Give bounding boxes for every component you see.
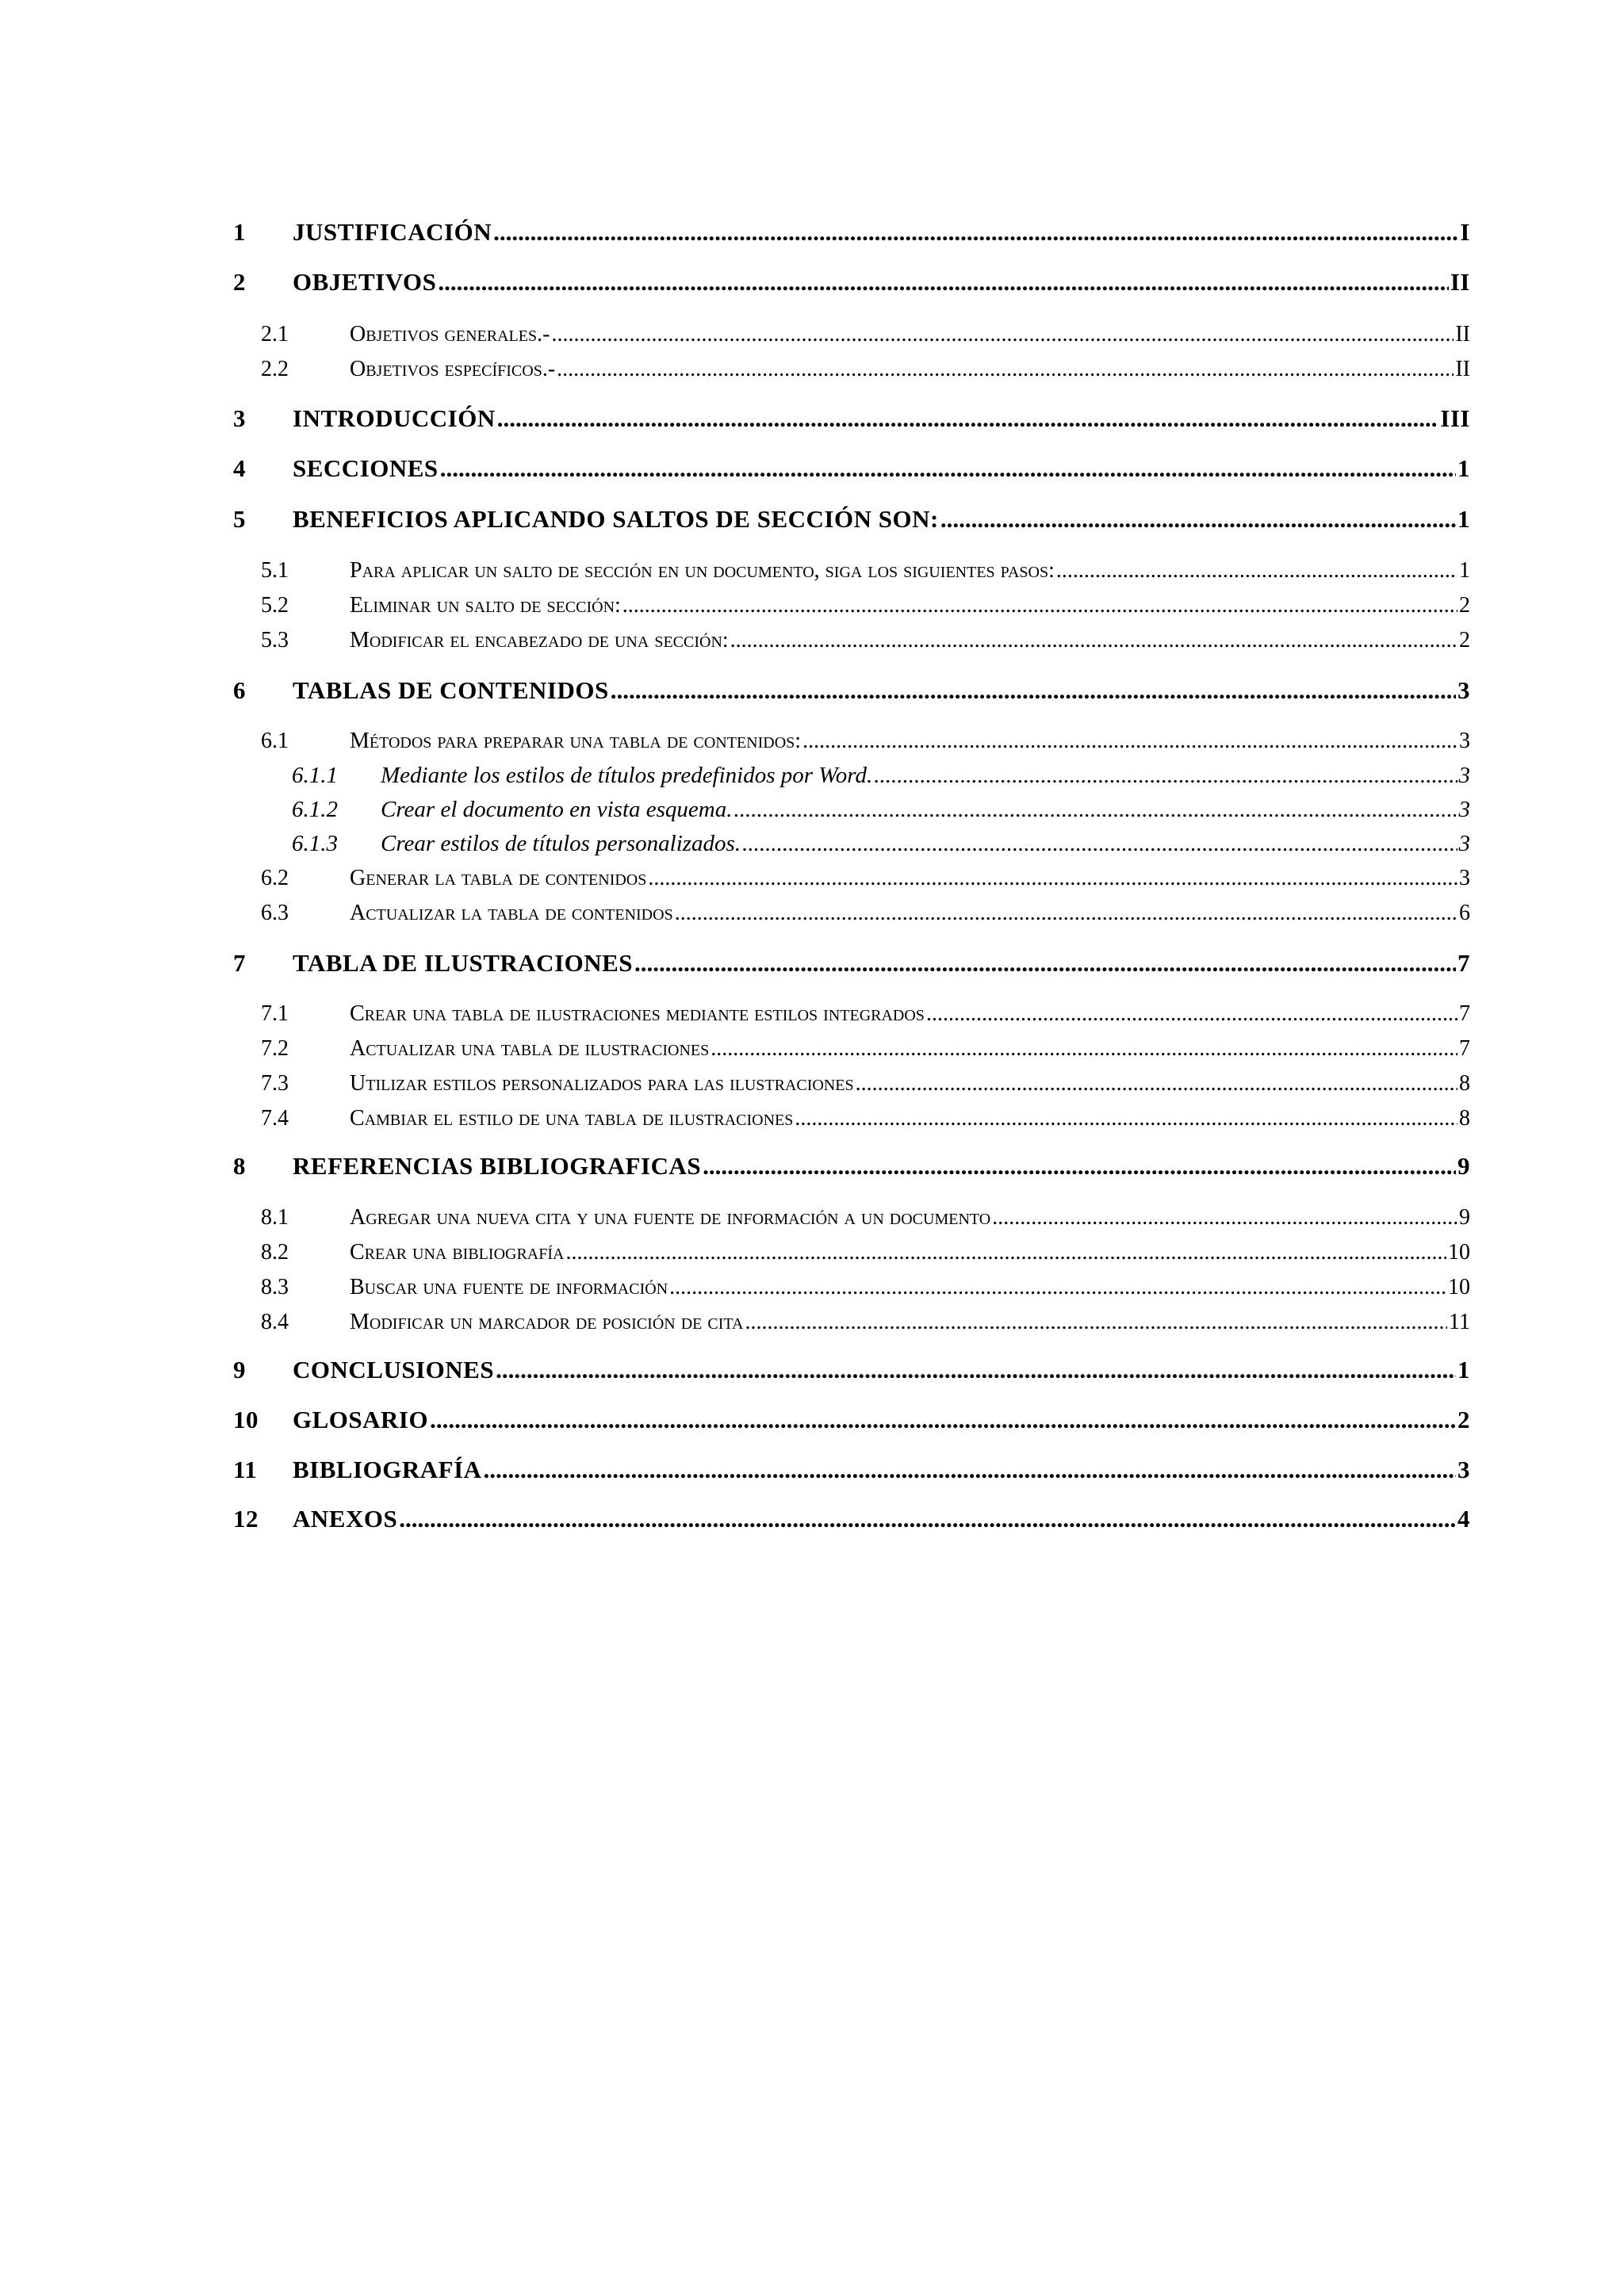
toc-entry[interactable] <box>233 268 1470 297</box>
toc-entry[interactable] <box>233 1275 1470 1300</box>
toc-entry-number: 2 <box>233 268 246 296</box>
toc-entry-number: 7 <box>233 949 246 977</box>
dot-leader <box>940 505 1456 534</box>
toc-entry-title: Crear el documento en vista esquema. <box>381 797 733 822</box>
toc-entry-number: 6.1.2 <box>292 797 338 822</box>
dot-leader <box>438 268 1449 297</box>
toc-entry-title: Actualizar la tabla de contenidos <box>350 901 673 925</box>
toc-entry-number: 5.3 <box>261 628 289 652</box>
toc-entry-title: TABLA DE ILUSTRACIONES <box>293 949 634 977</box>
toc-entry-title: Métodos para preparar una tabla de contenidos: <box>350 729 802 753</box>
toc-entry-title: JUSTIFICACIÓN <box>293 218 492 246</box>
dot-leader <box>399 1505 1456 1533</box>
toc-entry-page: 1 <box>1457 1356 1470 1383</box>
toc-entry-title: BENEFICIOS APLICANDO SALTOS DE SECCIÓN SON: <box>293 505 939 533</box>
toc-entry-number: 8 <box>233 1152 246 1180</box>
toc-entry-number: 8.3 <box>261 1275 289 1299</box>
dot-leader <box>669 1275 1446 1300</box>
toc-entry[interactable] <box>233 763 1470 789</box>
toc-entry[interactable] <box>233 1036 1470 1062</box>
dot-leader <box>634 949 1456 978</box>
toc-entry-title: Mediante los estilos de títulos predefinidos por Word. <box>381 763 873 788</box>
toc-entry-number: 8.2 <box>261 1240 289 1265</box>
toc-entry[interactable] <box>233 729 1470 754</box>
dot-leader <box>648 866 1457 891</box>
toc-entry-page: 8 <box>1459 1071 1470 1096</box>
toc-entry-number: 6.1.1 <box>292 763 338 788</box>
toc-entry[interactable] <box>233 1505 1470 1533</box>
dot-leader <box>440 454 1456 483</box>
toc-entry-title: REFERENCIAS BIBLIOGRAFICAS <box>293 1152 702 1180</box>
toc-entry[interactable] <box>233 1356 1470 1384</box>
toc-entry[interactable] <box>233 676 1470 705</box>
toc-entry-page: 7 <box>1457 949 1470 977</box>
dot-leader <box>730 628 1457 653</box>
toc-entry-page: 3 <box>1458 763 1470 788</box>
toc-entry-page: II <box>1455 357 1470 381</box>
toc-entry[interactable] <box>233 831 1470 857</box>
toc-entry-title: Actualizar una tabla de ilustraciones <box>350 1036 710 1061</box>
toc-entry-page: 9 <box>1457 1152 1470 1180</box>
toc-entry-title: ANEXOS <box>293 1505 398 1533</box>
toc-entry-number: 7.2 <box>261 1036 289 1061</box>
dot-leader <box>496 1356 1456 1384</box>
toc-entry-number: 10 <box>233 1406 259 1433</box>
toc-entry-title: Utilizar estilos personalizados para las ilustraciones <box>350 1071 854 1096</box>
dot-leader <box>675 901 1457 926</box>
toc-entry-number: 7.4 <box>261 1106 289 1131</box>
dot-leader <box>795 1106 1457 1131</box>
toc-entry[interactable] <box>233 901 1470 926</box>
toc-entry[interactable] <box>233 1071 1470 1096</box>
toc-entry[interactable] <box>233 1205 1470 1230</box>
dot-leader <box>430 1406 1456 1434</box>
dot-leader <box>745 1310 1447 1335</box>
toc-entry[interactable] <box>233 558 1470 584</box>
toc-entry[interactable] <box>233 218 1470 247</box>
toc-entry-number: 9 <box>233 1356 246 1383</box>
toc-entry-number: 6.1 <box>261 729 289 753</box>
dot-leader <box>622 593 1457 618</box>
toc-entry[interactable] <box>233 1456 1470 1484</box>
toc-entry-title: Generar la tabla de contenidos <box>350 866 647 890</box>
toc-entry-page: 7 <box>1459 1001 1470 1026</box>
toc-entry-title: Agregar una nueva cita y una fuente de información a un documento <box>350 1205 991 1230</box>
dot-leader <box>493 218 1458 247</box>
toc-entry[interactable] <box>233 797 1470 823</box>
toc-entry-number: 3 <box>233 404 246 432</box>
dot-leader <box>484 1456 1456 1484</box>
toc-entry[interactable] <box>233 1240 1470 1265</box>
dot-leader <box>874 763 1457 789</box>
toc-entry[interactable] <box>233 1106 1470 1131</box>
toc-entry-page: III <box>1440 404 1470 432</box>
toc-entry-title: Modificar el encabezado de una sección: <box>350 628 729 652</box>
dot-leader <box>926 1001 1457 1027</box>
toc-entry[interactable] <box>233 404 1470 433</box>
toc-entry-page: I <box>1460 218 1470 246</box>
dot-leader <box>992 1205 1457 1230</box>
toc-entry-title: Crear una tabla de ilustraciones mediante estilos integrados <box>350 1001 925 1026</box>
toc-entry-page: 1 <box>1459 558 1470 583</box>
toc-entry-number: 1 <box>233 218 246 246</box>
toc-entry-page: 1 <box>1457 505 1470 533</box>
toc-entry-page: 8 <box>1459 1106 1470 1131</box>
toc-entry-number: 8.4 <box>261 1310 289 1334</box>
toc-entry[interactable] <box>233 593 1470 618</box>
dot-leader <box>710 1036 1457 1062</box>
toc-entry-number: 7.3 <box>261 1071 289 1096</box>
toc-entry[interactable] <box>233 949 1470 978</box>
toc-entry[interactable] <box>233 628 1470 653</box>
toc-entry-page: 3 <box>1457 1456 1470 1483</box>
toc-entry[interactable] <box>233 1406 1470 1434</box>
toc-entry[interactable] <box>233 1001 1470 1027</box>
toc-entry-title: CONCLUSIONES <box>293 1356 495 1383</box>
toc-entry[interactable] <box>233 1152 1470 1181</box>
toc-entry-number: 6.3 <box>261 901 289 925</box>
toc-entry-number: 6.2 <box>261 866 289 890</box>
toc-entry-title: Crear una bibliografía <box>350 1240 565 1265</box>
toc-entry-page: 6 <box>1459 901 1470 925</box>
toc-entry-page: 10 <box>1448 1240 1470 1265</box>
toc-entry-title: TABLAS DE CONTENIDOS <box>293 676 609 704</box>
toc-entry-number: 4 <box>233 454 246 482</box>
dot-leader <box>551 322 1454 347</box>
toc-entry-page: 3 <box>1458 831 1470 856</box>
dot-leader <box>497 404 1439 433</box>
toc-entry-title: INTRODUCCIÓN <box>293 404 496 432</box>
toc-entry-number: 5.2 <box>261 593 289 618</box>
toc-entry-number: 2.1 <box>261 322 289 346</box>
toc-entry-title: SECCIONES <box>293 454 439 482</box>
toc-entry-number: 6.1.3 <box>292 831 338 856</box>
toc-entry-page: 1 <box>1457 454 1470 482</box>
toc-entry-page: II <box>1455 322 1470 346</box>
toc-entry-number: 2.2 <box>261 357 289 381</box>
toc-entry-number: 7.1 <box>261 1001 289 1026</box>
dot-leader <box>703 1152 1456 1181</box>
toc-entry-page: 7 <box>1459 1036 1470 1061</box>
toc-entry-page: II <box>1450 268 1470 296</box>
toc-entry-page: 9 <box>1459 1205 1470 1230</box>
toc-entry-title: Objetivos generales.- <box>350 322 550 346</box>
toc-entry-number: 6 <box>233 676 246 704</box>
toc-entry-page: 3 <box>1459 866 1470 890</box>
dot-leader <box>742 831 1457 857</box>
dot-leader <box>565 1240 1446 1265</box>
toc-entry-page: 2 <box>1457 1406 1470 1433</box>
toc-entry-title: BIBLIOGRAFÍA <box>293 1456 482 1483</box>
toc-entry-page: 4 <box>1457 1505 1470 1533</box>
toc-entry-title: OBJETIVOS <box>293 268 437 296</box>
toc-entry[interactable] <box>233 866 1470 891</box>
toc-entry-title: Cambiar el estilo de una tabla de ilustraciones <box>350 1106 794 1131</box>
toc-entry-title: Para aplicar un salto de sección en un documento, siga los siguientes pasos: <box>350 558 1055 583</box>
toc-entry-number: 5.1 <box>261 558 289 583</box>
toc-entry-number: 12 <box>233 1505 259 1533</box>
toc-entry-page: 11 <box>1449 1310 1470 1334</box>
dot-leader <box>1056 558 1457 584</box>
dot-leader <box>611 676 1456 705</box>
toc-entry-page: 3 <box>1457 676 1470 704</box>
toc-entry-page: 10 <box>1448 1275 1470 1299</box>
toc-entry[interactable] <box>233 505 1470 534</box>
toc-entry-title: GLOSARIO <box>293 1406 429 1433</box>
toc-entry-number: 11 <box>233 1456 258 1483</box>
dot-leader <box>557 357 1454 382</box>
toc-entry[interactable] <box>233 1310 1470 1335</box>
toc-entry-page: 2 <box>1459 628 1470 652</box>
toc-entry-number: 8.1 <box>261 1205 289 1230</box>
toc-entry-title: Crear estilos de títulos personalizados. <box>381 831 741 856</box>
dot-leader <box>734 797 1457 823</box>
toc-entry-title: Modificar un marcador de posición de cita <box>350 1310 744 1334</box>
toc-entry-page: 3 <box>1459 729 1470 753</box>
toc-entry-title: Objetivos específicos.- <box>350 357 556 381</box>
toc-entry[interactable] <box>233 322 1470 347</box>
toc-entry-number: 5 <box>233 505 246 533</box>
toc-entry-page: 2 <box>1459 593 1470 618</box>
dot-leader <box>802 729 1457 754</box>
dot-leader <box>856 1071 1457 1096</box>
toc-entry-title: Buscar una fuente de información <box>350 1275 668 1299</box>
toc-entry[interactable] <box>233 357 1470 382</box>
toc-entry-page: 3 <box>1458 797 1470 822</box>
toc-entry[interactable] <box>233 454 1470 483</box>
toc-entry-title: Eliminar un salto de sección: <box>350 593 621 618</box>
